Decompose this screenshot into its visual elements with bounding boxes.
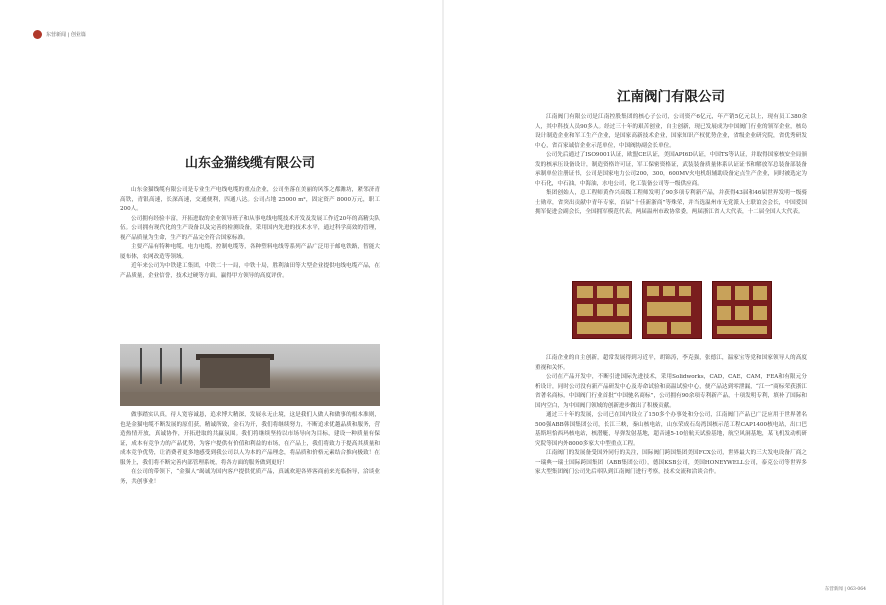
right-paragraph: 公司先后通过了ISO9001认证，欧盟CE认证，美国API6D认证，中国TS等认证，并取得国家核安全局颁发的核承压设备设计，制造资格许可证，军工保密资格证，武装装备质量体系认证证书和解放军总装备部装备承制单位注册证书，公司是国家电力公司200，300，600MV火电机组辅助设备定点生产企业，同时被选定为中石化，中石油，中海油，水电公司，化工装备公司等一级供应商。	[535, 152, 807, 187]
left-paragraph: 山东金猫线缆有限公司是专业生产电线电缆的重点企业，公司坐落在美丽的风筝之都潍坊，紧邻济青高铁，青银高速，长深高速，交通便利，四通八达。公司占地 25000 m²，固定资产 8000万元，职工200人。	[120, 187, 380, 212]
certificate-board	[642, 281, 702, 339]
logo-text: 东营新闻 | 创业篇	[46, 32, 86, 38]
flagpole	[180, 348, 182, 384]
factory-gate-photo	[120, 344, 380, 406]
left-article-top	[120, 186, 380, 281]
left-paragraph: 在公司的带领下，“金猫人”竭诚为国内客户提供优质产品，真诚欢迎各界客商前来光临指导，洽谈业务，共创事业！	[120, 469, 380, 485]
right-paragraph: 通过三十年的发展，公司已在国内设立了150多个办事处和分公司，江南阀门产品已广泛应用于世界著名500强ABB韩国集团公司，长江三峡，秦山核电站，山东荣成石岛湾国核示范工程CAP1400核电站，出口巴基斯坦恰西玛核电站，核潜艇，导弹发射基地，超音速5-10倍航天试验基地，航空风洞基地，某飞机发动机研究院等国内外8000多家大中型重点工程。	[535, 412, 807, 447]
magazine-logo	[33, 30, 86, 39]
right-paragraph: 江南阀门的发展备受国外同行的关注，国际阀门跨国集团美国FCX公司，世界最大的三大发电设备厂商之一瑞典一瑞士国际跨国集团（ABB集团公司），德国KSB公司，美国HONEYWELL公司，泰克公司等世界多家大型集团阀门公司先后率队到江南阀门进行考察，技术交流和洽谈合作。	[535, 450, 807, 475]
flagpole	[140, 348, 142, 384]
left-paragraph: 公司拥有经验丰富，开拓进取的企业领导班子和从事电线电缆技术开发及发展工作近20年的高精尖队伍。公司拥有现代化的生产设备以及完善的检测设备，采用国内先进的技术水平，通过科学高效的管理，视产品质量为生命，生产的产品完全符合国家标准。	[120, 215, 380, 241]
left-paragraph: 做事踏实认真，待人宽容诚恳，追求博大精深，发展永无止境，这是我们人做人和做事的根本准则，也是金猫电缆不断发展的原们获，精诚所致，金石为开，我们将继续努力，不断追求优越品质和服务，营造热情开放，真诚协作，开拓进取的共赢氛围。我们将继续坚持以市场导向为目标，建设一种质量有保证，成本有竞争力的产品优势，为客户提供有价值和利益的市场，在产品上，我们将致力于提高其质量和成本竞争优势，让消费者更多地感受到我公司以人为本的产品理念，将品质和价格元素结合推向极致！在服务上，我们将不断完善内部管理系统，将各方面的服务做到更好！	[120, 412, 380, 466]
left-paragraph: 近年来公司为中铁建工集团，中铁二十一局，中铁十局，胜利油田等大型企业提供电线电缆产品，在产品质量，企业信誉，技术过硬等方面，赢得甲方领导的高度评价。	[120, 263, 380, 279]
left-paragraph: 主要产品有特种电缆，电力电缆，控制电缆等，各种塑料电线等系列产品广泛用于邮电铁路，智能大厦布体，农网改造等领域。	[120, 244, 380, 260]
ground	[120, 392, 380, 406]
certificate-board	[712, 281, 772, 339]
right-paragraph: 江南企业的自主创新，超常发展得到习近平，胡锦涛，李克强，张德江，温家宝等党和国家领导人的高度重视和关怀。	[535, 355, 807, 371]
right-page-title: 江南阀门有限公司	[617, 89, 725, 105]
page-footer: 东营新闻 | 063-064	[824, 587, 866, 592]
page-gutter	[442, 0, 444, 605]
logo-mark-icon	[33, 30, 42, 39]
left-article-bottom	[120, 411, 380, 487]
gate-building	[200, 358, 270, 388]
right-article-bottom	[535, 354, 807, 478]
certificate-photos	[572, 281, 772, 339]
right-paragraph: 集团创始人，总工程师黄作兴高级工程师发明了90多项专利新产品，并获得43届和46届世界发明一级骑士勋章，省突出贡献中青年专家，首届“十佳新浙商”等殊荣，并当选温州市无党派人士联谊会会长，中国爱国拥军促进会副会长，全国拥军模范代表，两届温州市政协常委，两届浙江省人大代表，十二届全国人大代表。	[535, 190, 807, 215]
right-article-top	[535, 113, 807, 218]
right-paragraph: 江南阀门有限公司是江南控股集团的核心子公司，公司资产6亿元，年产销5亿元以上，现有员工380余人，其中科技人员90多人。经过三十年的艰苦创业，自主创新，现已发展成为中国阀门行业的领军企业，核岛设计制造企业和军工生产企业，是国家高新技术企业，国家知识产权优势企业，省级企业研究院，省优秀研发中心，省百家诚信企业示范单位，中国阀协副会长单位。	[535, 114, 807, 149]
flagpole	[160, 348, 162, 384]
right-paragraph: 公司在产品开发中，不断引进国际先进技术，采用Solidworks，CAD，CAE，CAM，FEA和有限元分析设计，同时公司没有新产品研发中心及寿命试验和高温试验中心，便产品达到零泄漏，“江一”商标荣获浙江省著名商标，中国阀门行业首批“中国驰名商标”，公司拥有90余项专利新产品，十项发明专利，填补了国际和国内空白，为中国阀门领域的创新进步做出了积极贡献。	[535, 374, 807, 409]
certificate-board	[572, 281, 632, 339]
left-page-title: 山东金猫线缆有限公司	[184, 156, 315, 171]
